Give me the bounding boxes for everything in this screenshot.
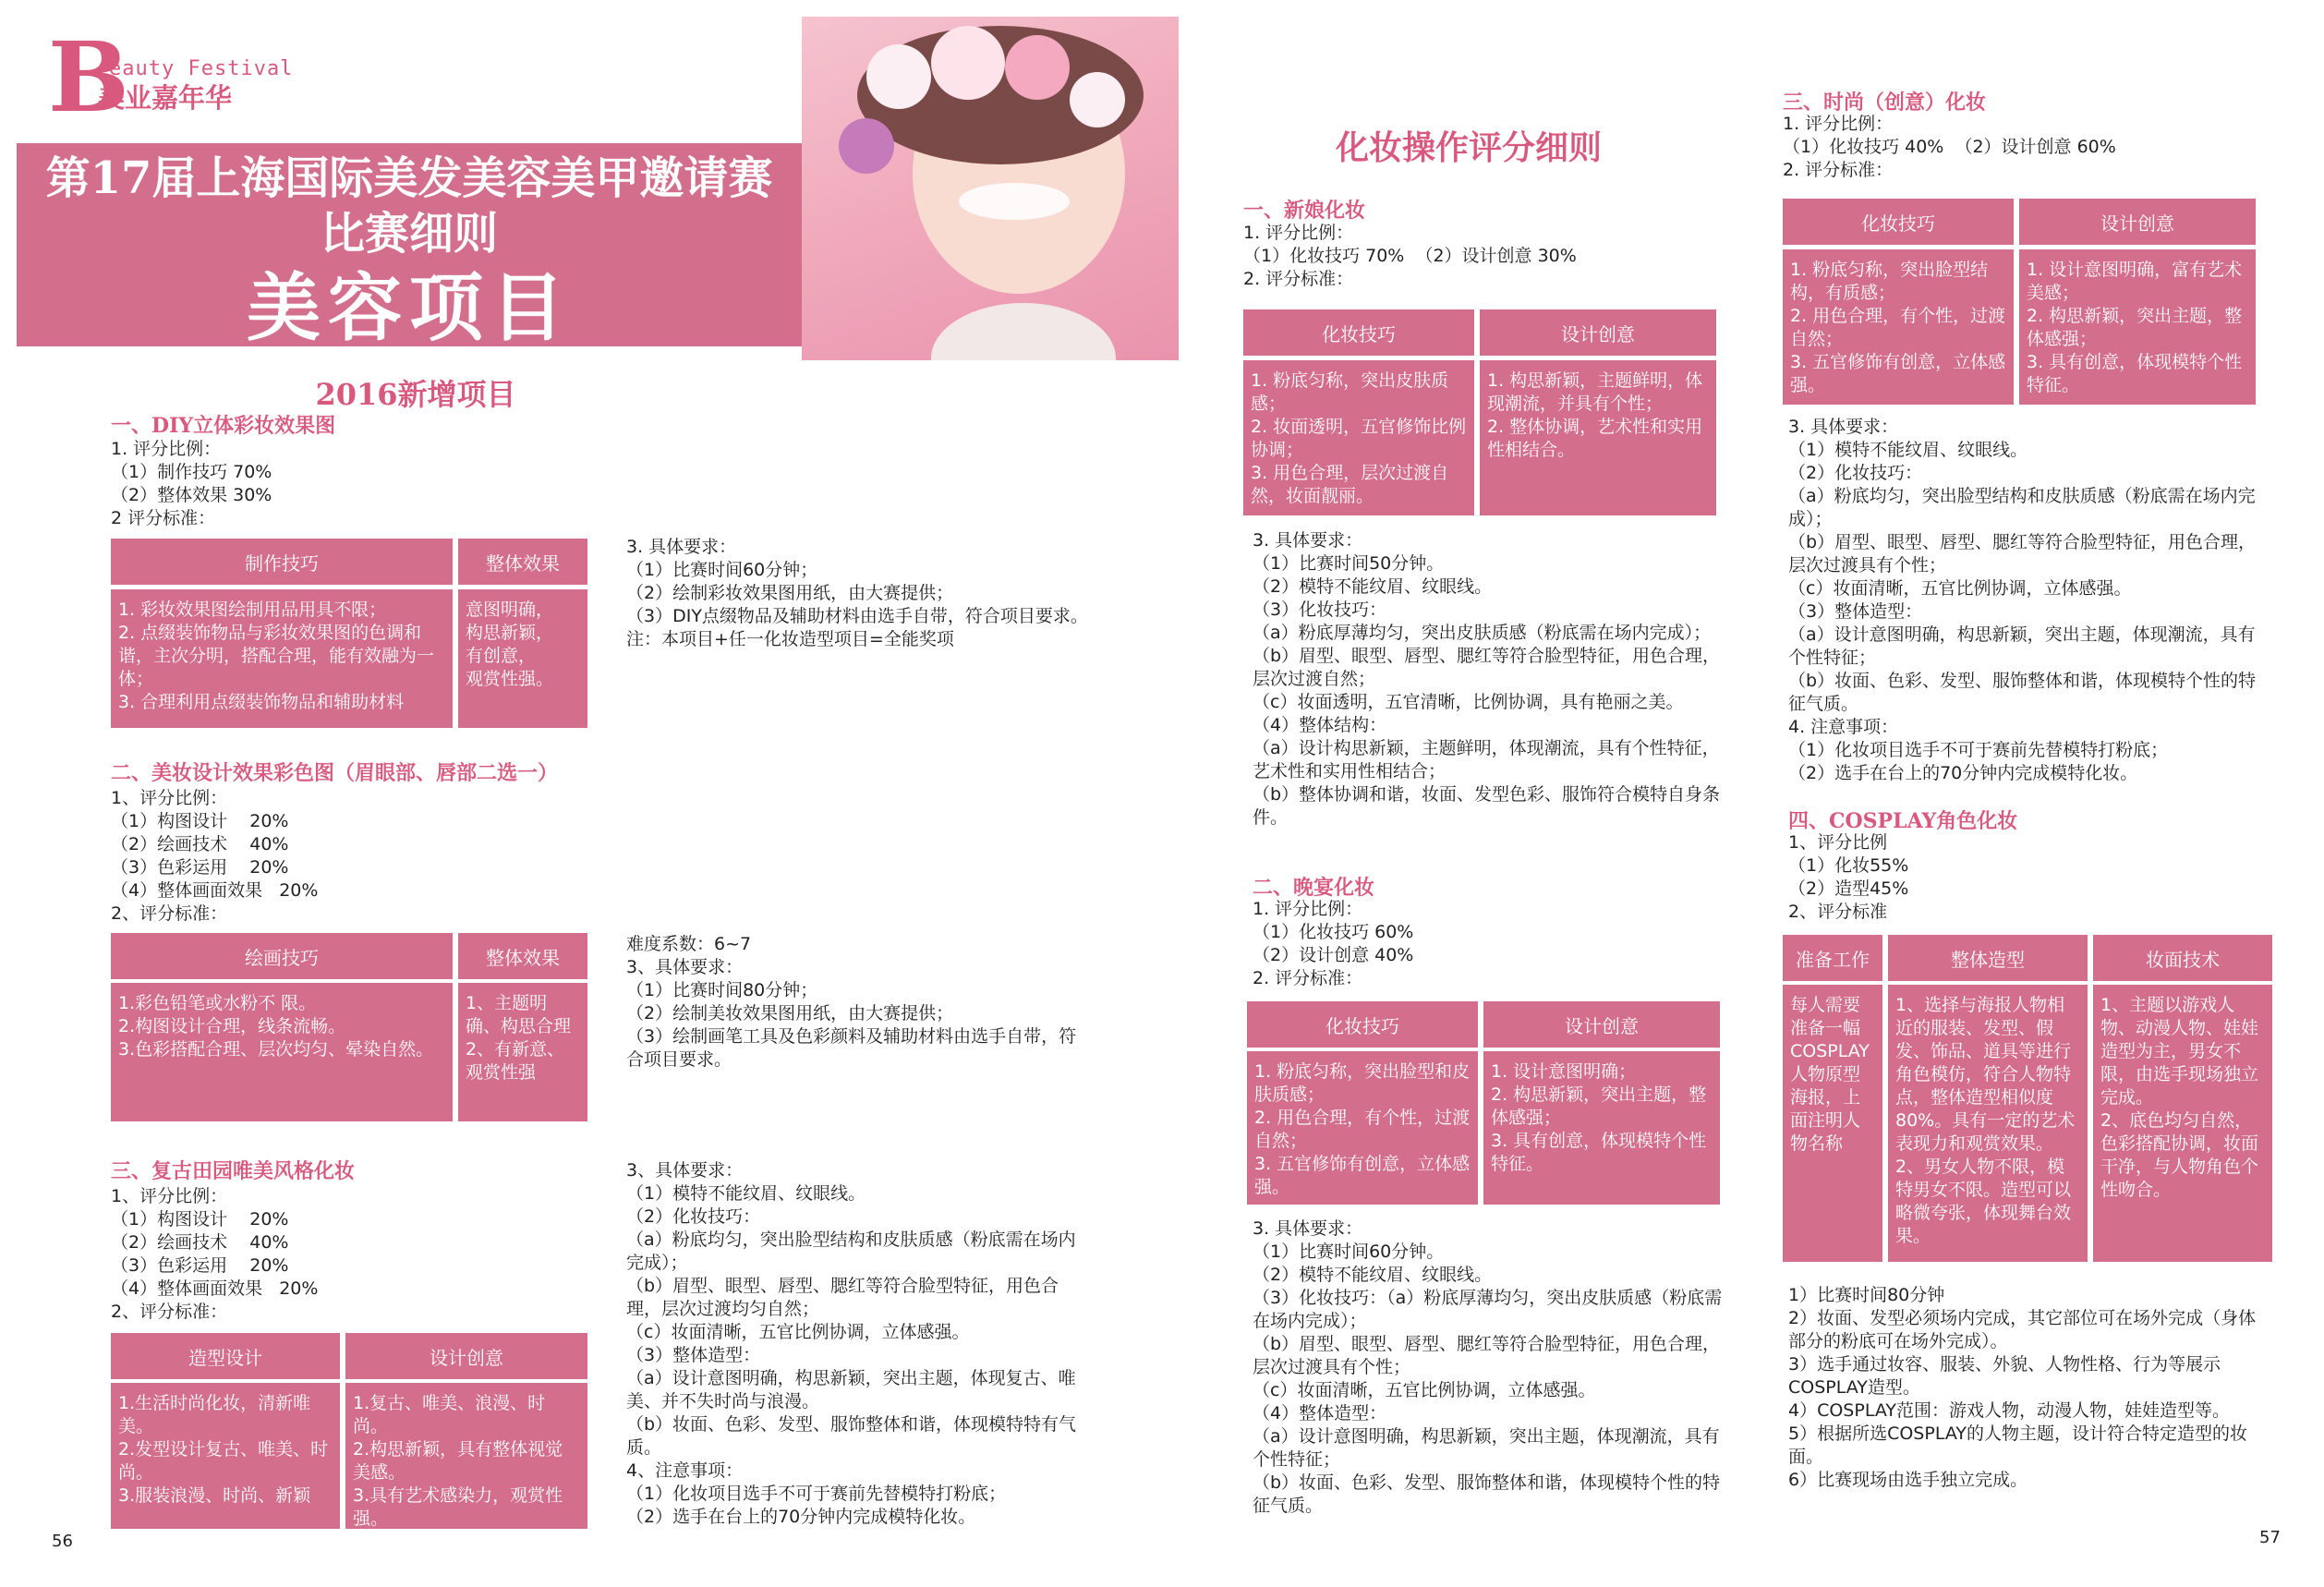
section-bride-ratio: 1. 评分比例： （1）化妆技巧 70% （2）设计创意 30% 2. 评分标准：: [1243, 223, 1577, 289]
section-cosplay-ratio: 1、评分比例 （1）化妆55% （2）造型45% 2、评分标准: [1788, 832, 1909, 922]
table-cell: 1. 构思新颖，主题鲜明，体现潮流，并具有个性； 2. 整体协调，艺术性和实用性相结合。: [1480, 360, 1716, 515]
section-retro-requirements: 3、具体要求： （1）模特不能纹眉、纹眼线。 （2）化妆技巧： （a）粉底均匀，突出脸型结构和皮肤质感（粉底需在场内完成）； （b）眉型、眼型、唇型、腮红等符合脸型特征，用色合理，层次过渡均匀自然； （c）妆面清晰，五官比例协调，立体感强。 （3）整体造型： （a）设计意图明确，构思新颖，突出主题，体现复古、唯美、并不失时尚与浪漫。 （b）妆面、色彩、发型、服饰整体和谐，体现模特特有气质。 4、注意事项： （1）化妆项目选手不可于赛前先替模特打粉底； （2）选手在台上的70分钟内完成模特化妆。: [626, 1160, 1077, 1527]
logo-english-text: eauty Festival: [109, 57, 294, 80]
section-cosplay-title: 四、COSPLAY角色化妆: [1788, 809, 2018, 833]
table-cell: 1、主题明确、构思合理 2、有新意、观赏性强: [458, 983, 587, 1121]
banner-title-line3: 美容项目: [247, 264, 572, 351]
table-cell: 1.生活时尚化妆，清新唯美。 2.发型设计复古、唯美、时尚。 3.服装浪漫、时尚、新颖: [111, 1383, 340, 1529]
table-cell: 每人需要准备一幅COSPLAY人物原型海报，上面注明人物名称: [1783, 985, 1882, 1262]
table-header: 化妆技巧: [1247, 1001, 1478, 1048]
section-evening-title: 二、晚宴化妆: [1253, 876, 1375, 900]
table-header: 设计创意: [345, 1333, 587, 1379]
table-header: 制作技巧: [111, 539, 453, 585]
table-cell: 1、选择与海报人物相近的服装、发型、假发、饰品、道具等进行角色模仿，符合人物特点，整体造型相似度80%。具有一定的艺术表现力和观赏效果。 2、男女人物不限，模特男女不限。造型可以略微夸张，体现舞台效果。: [1888, 985, 2088, 1262]
table-cell: 1. 粉底匀称，突出脸型结构，有质感； 2. 用色合理，有个性，过渡自然； 3. 五官修饰有创意，立体感强。: [1783, 249, 2014, 405]
section-diy-ratio: 1. 评分比例： （1）制作技巧 70% （2）整体效果 30% 2 评分标准：: [111, 439, 272, 528]
title-banner: [17, 143, 802, 351]
table-header: 化妆技巧: [1783, 199, 2014, 245]
table-cell: 1. 彩妆效果图绘制用品用具不限； 2. 点缀装饰物品与彩妆效果图的色调和谐，主次分明，搭配合理，能有效融为一体； 3. 合理利用点缀装饰物品和辅助材料: [111, 589, 453, 728]
table-header: 设计创意: [1483, 1001, 1720, 1048]
table-header: 整体效果: [458, 933, 587, 979]
table-cell: 1.复古、唯美、浪漫、时尚。 2.构思新颖，具有整体视觉美感。 3.具有艺术感染力，观赏性强。: [345, 1383, 587, 1529]
section-diy-title: 一、DIY立体彩妆效果图: [111, 414, 336, 438]
section-makeup-design-requirements: 难度系数：6~7 3、具体要求： （1）比赛时间80分钟； （2）绘制美妆效果图用纸，由大赛提供； （3）绘制画笔工具及色彩颜料及辅助材料由选手自带，符合项目要求。: [626, 934, 1077, 1070]
table-cell: 1. 设计意图明确； 2. 构思新颖，突出主题，整体感强； 3. 具有创意，体现模特个性特征。: [1483, 1051, 1720, 1205]
table-cell: 1.彩色铅笔或水粉不 限。 2.构图设计合理，线条流畅。 3.色彩搭配合理、层次均匀、晕染自然。: [111, 983, 453, 1121]
section-makeup-design-title: 二、美妆设计效果彩色图（眉眼部、唇部二选一）: [111, 761, 559, 785]
section-retro-ratio: 1、评分比例： （1）构图设计 20% （2）绘画技术 40% （3）色彩运用 20% （4）整体画面效果 20% 2、评分标准：: [111, 1186, 319, 1322]
section-evening-requirements: 3. 具体要求： （1）比赛时间60分钟。 （2）模特不能纹眉、纹眼线。 （3）化妆技巧：（a）粉底厚薄均匀，突出皮肤质感（粉底需在场内完成）； （b）眉型、眼型、唇型、腮红等符合脸型特征，用色合理，层次过渡具有个性； （c）妆面清晰，五官比例协调，立体感强。 （4）整体造型： （a）设计意图明确，构思新颖，突出主题，体现潮流，具有个性特征； （b）妆面、色彩、发型、服饰整体和谐，体现模特个性的特征气质。: [1253, 1218, 1723, 1516]
section-creative-title: 三、时尚（创意）化妆: [1783, 91, 1987, 115]
table-header: 准备工作: [1783, 935, 1882, 981]
banner-title-line1: 第17届上海国际美发美容美甲邀请赛: [45, 152, 773, 204]
table-cell: 1. 设计意图明确，富有艺术美感； 2. 构思新颖，突出主题，整体感强； 3. 具有创意，体现模特个性特征。: [2019, 249, 2256, 405]
table-header: 设计创意: [1480, 309, 1716, 356]
section-creative-requirements: 3. 具体要求： （1）模特不能纹眉、纹眼线。 （2）化妆技巧： （a）粉底均匀，突出脸型结构和皮肤质感（粉底需在场内完成）； （b）眉型、眼型、唇型、腮红等符合脸型特征，用色合理，层次过渡具有个性； （c）妆面清晰，五官比例协调，立体感强。 （3）整体造型： （a）设计意图明确，构思新颖，突出主题，体现潮流，具有个性特征； （b）妆面、色彩、发型、服饰整体和谐，体现模特个性的特征气质。 4. 注意事项： （1）化妆项目选手不可于赛前先替模特打粉底； （2）选手在台上的70分钟内完成模特化妆。: [1788, 417, 2257, 783]
section-retro-title: 三、复古田园唯美风格化妆: [111, 1159, 356, 1183]
table-header: 整体造型: [1888, 935, 2088, 981]
table-header: 绘画技巧: [111, 933, 453, 979]
page-number-left: 56: [52, 1532, 73, 1551]
table-header: 妆面技术: [2093, 935, 2272, 981]
section-diy-requirements: 3. 具体要求： （1）比赛时间60分钟； （2）绘制彩妆效果图用纸，由大赛提供； （3）DIY点缀物品及辅助材料由选手自带，符合项目要求。 注：本项目+任一化妆造型项目=全能奖项: [626, 537, 1088, 649]
new-items-title: 2016新增项目: [315, 377, 516, 412]
table-cell: 意图明确， 构思新颖， 有创意， 观赏性强。: [458, 589, 587, 728]
banner-title-line2: 比赛细则: [320, 208, 498, 260]
table-cell: 1. 粉底匀称，突出脸型和皮肤质感； 2. 用色合理，有个性，过渡自然； 3. 五官修饰有创意，立体感强。: [1247, 1051, 1478, 1205]
table-cell: 1. 粉底匀称，突出皮肤质感； 2. 妆面透明，五官修饰比例协调； 3. 用色合理，层次过渡自然，妆面靓丽。: [1243, 360, 1474, 515]
scoring-rules-title: 化妆操作评分细则: [1335, 128, 1602, 167]
table-header: 造型设计: [111, 1333, 340, 1379]
section-creative-ratio: 1. 评分比例： （1）化妆技巧 40% （2）设计创意 60% 2. 评分标准：: [1783, 114, 2116, 180]
model-photo: [802, 17, 1179, 360]
page-number-right: 57: [2259, 1528, 2281, 1547]
table-header: 化妆技巧: [1243, 309, 1474, 356]
section-bride-title: 一、新娘化妆: [1243, 199, 1366, 223]
section-evening-ratio: 1. 评分比例： （1）化妆技巧 60% （2）设计创意 40% 2. 评分标准：: [1253, 899, 1414, 988]
logo-chinese-text: 美业嘉年华: [98, 82, 233, 114]
table-header: 设计创意: [2019, 199, 2256, 245]
logo-letter: B: [48, 20, 129, 134]
table-cell: 1、主题以游戏人物、动漫人物、娃娃造型为主，男女不限，由选手现场独立完成。 2、底色均匀自然，色彩搭配协调，妆面干净，与人物角色个性吻合。: [2093, 985, 2272, 1262]
section-makeup-design-ratio: 1、评分比例： （1）构图设计 20% （2）绘画技术 40% （3）色彩运用 20% （4）整体画面效果 20% 2、评分标准：: [111, 788, 319, 924]
table-header: 整体效果: [458, 539, 587, 585]
section-bride-requirements: 3. 具体要求： （1）比赛时间50分钟。 （2）模特不能纹眉、纹眼线。 （3）化妆技巧： （a）粉底厚薄均匀，突出皮肤质感（粉底需在场内完成）； （b）眉型、眼型、唇型、腮红等符合脸型特征，用色合理，层次过渡自然； （c）妆面透明，五官清晰，比例协调，具有艳丽之美。 （4）整体结构： （a）设计构思新颖，主题鲜明，体现潮流，具有个性特征，艺术性和实用性相结合； （b）整体协调和谐，妆面、发型色彩、服饰符合模特自身条件。: [1253, 530, 1721, 828]
section-cosplay-requirements: 1）比赛时间80分钟 2）妆面、发型必须场内完成，其它部位可在场外完成（身体部分的粉底可在场外完成）。 3）选手通过妆容、服装、外貌、人物性格、行为等展示COSPLAY造型。 4）COSPLAY范围：游戏人物，动漫人物，娃娃造型等。 5）根据所选COSPLAY的人物主题，设计符合特定造型的妆面。 6）比赛现场由选手独立完成。: [1788, 1285, 2257, 1490]
